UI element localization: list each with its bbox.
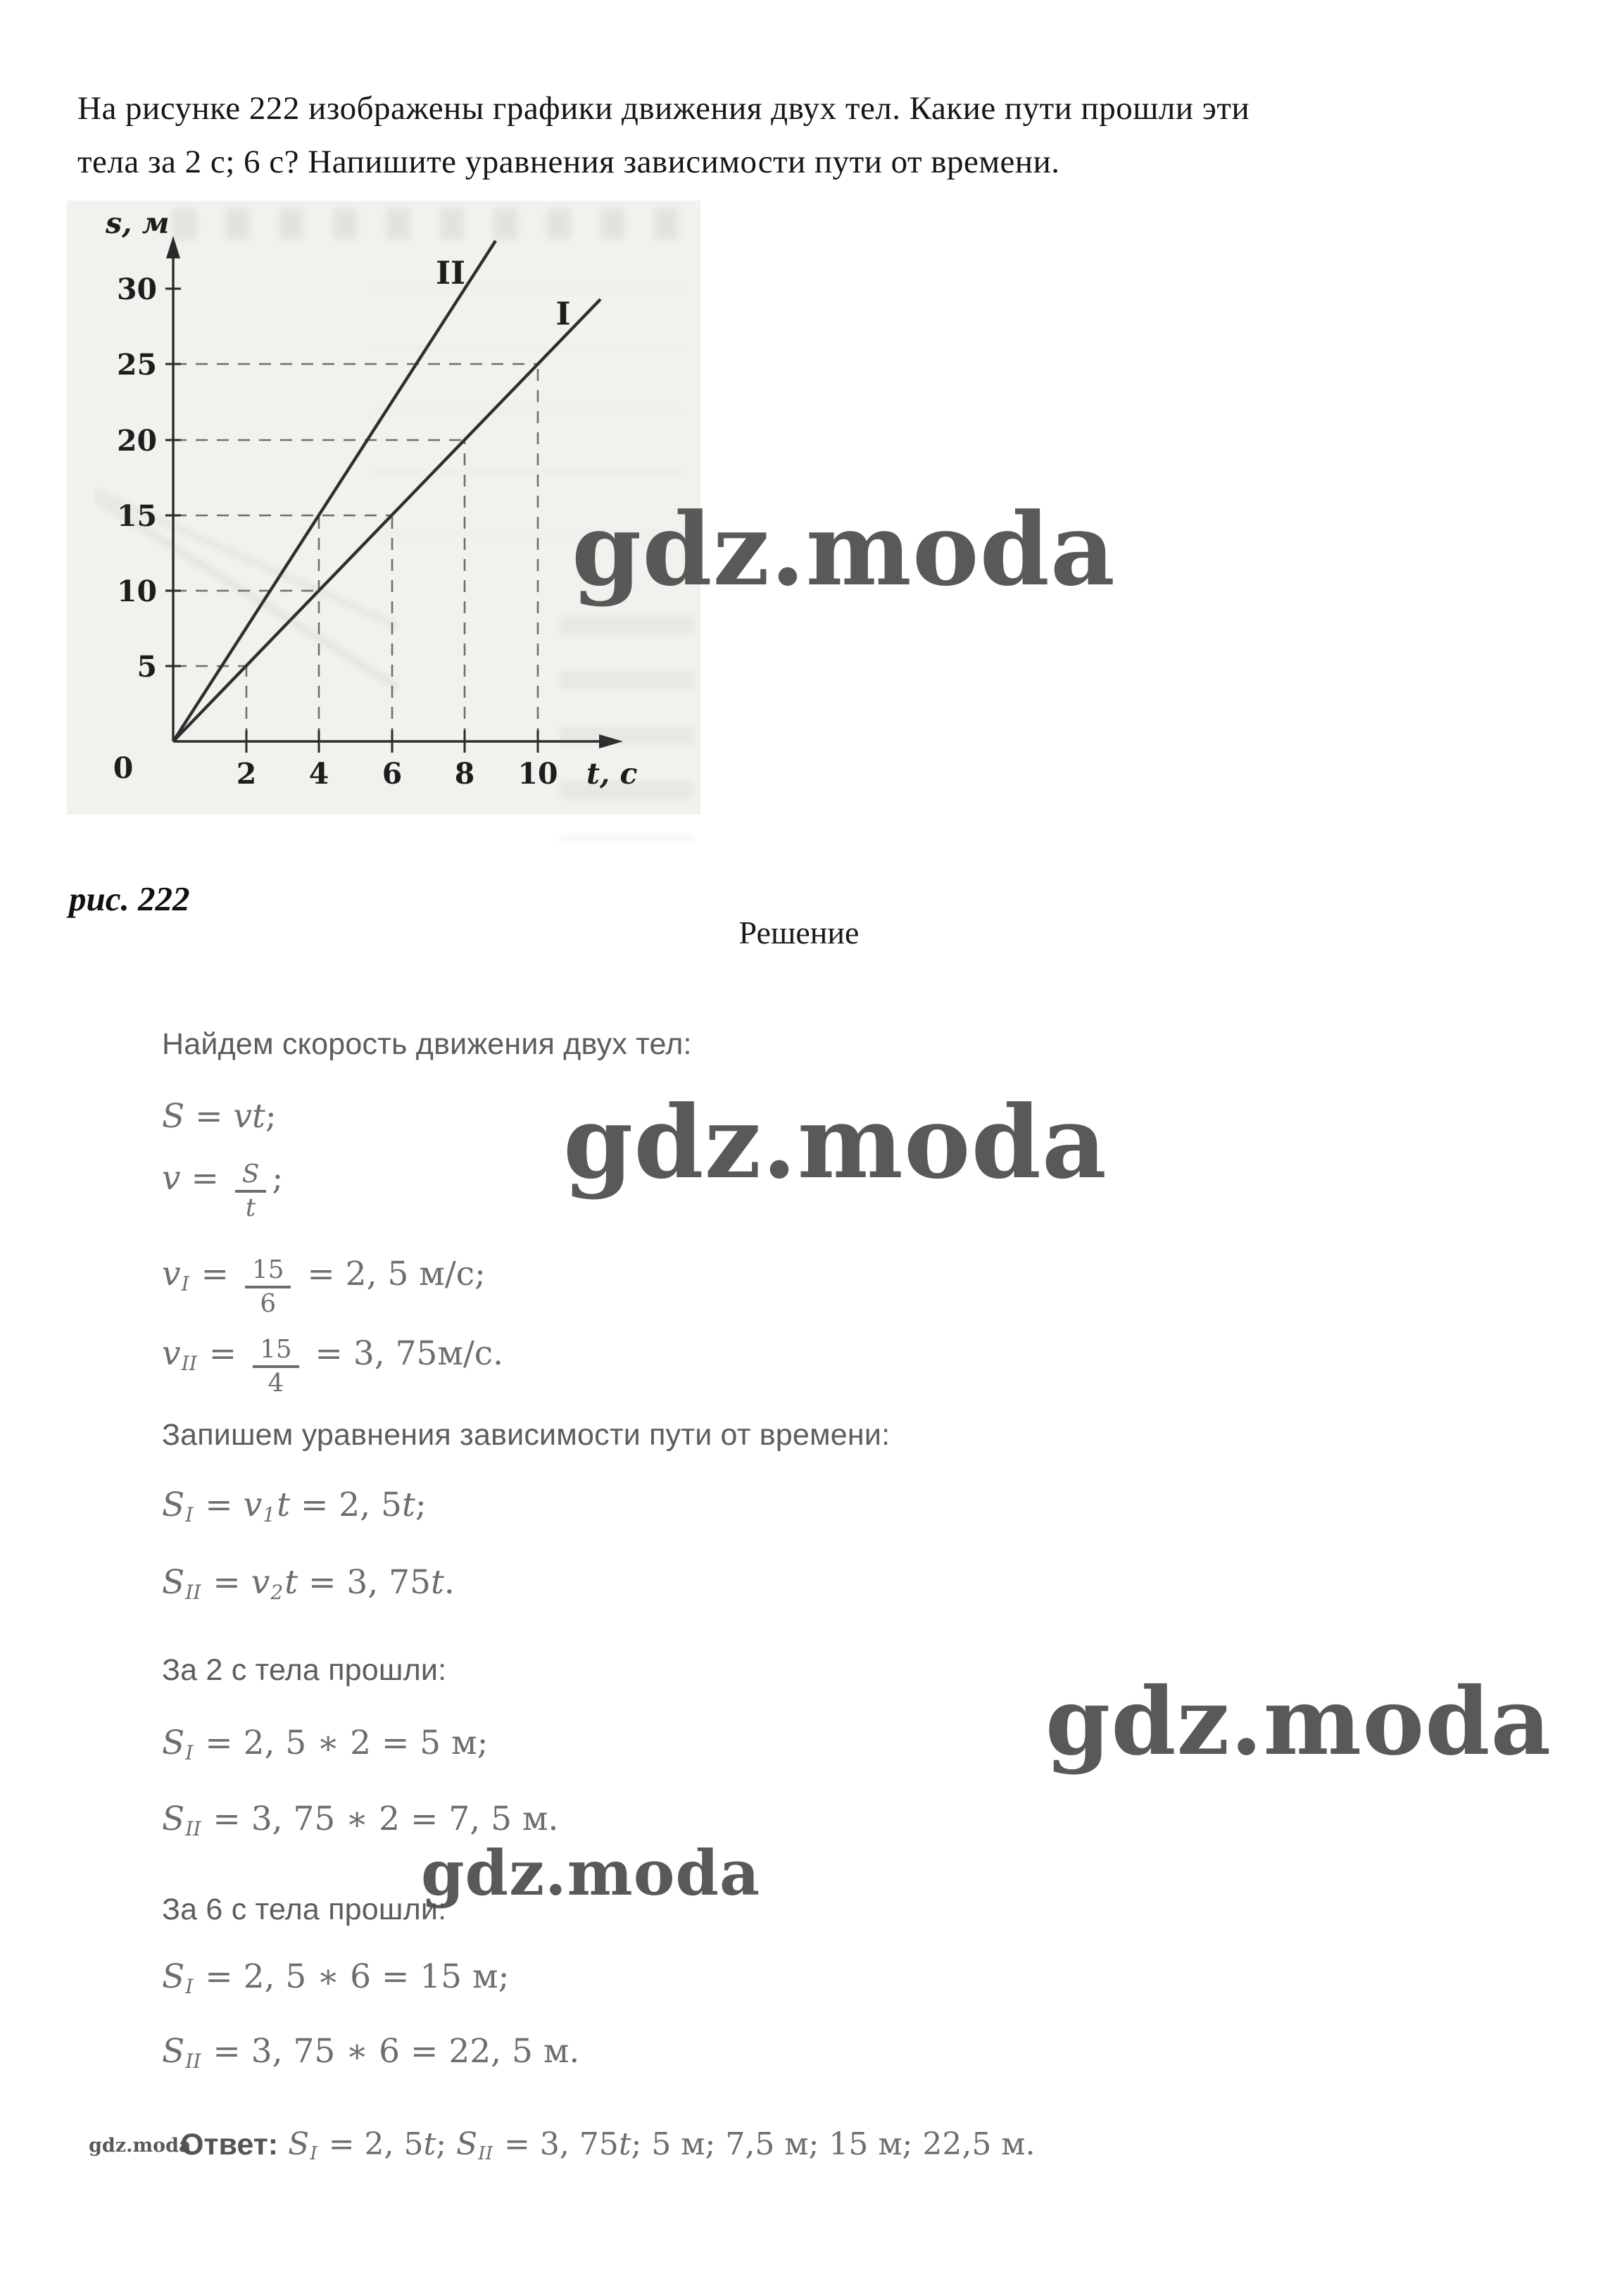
x-tick-10: 10 [517,757,558,791]
formula-sI-6s: $S_I = 2$, 5 ∗ 6 = 15 м; [162,1957,510,1998]
problem-line-2: тела за 2 с; 6 с? Напишите уравнения зависимости пути от времени. [77,144,1060,181]
x-axis-title: t, c [586,757,638,791]
y-tick-25: 25 [116,348,157,382]
formula-sII-6s: $S_{II} = 3$, 75 ∗ 6 = 22, 5 м. [162,2032,580,2073]
line-I-label: I [555,295,571,332]
x-tick-2: 2 [236,757,257,791]
x-tick-6: 6 [382,757,403,791]
formula-v2: $v_{II}$ = $\frac{15}{4}$ = 3, 75м/с. [162,1334,504,1398]
answer-formula: $S_I = 2$, 5t; $S_{II} = 3$, 75t; 5 м; 7,5 м; 15 м; 22,5 м. [288,2126,1036,2165]
x-tick-8: 8 [454,757,475,791]
formula-sI-equation: $S_I = v_1t = 2$, 5t; [162,1486,427,1526]
origin-label: 0 [113,751,134,785]
problem-line-1: На рисунке 222 изображены графики движения двух тел. Какие пути прошли эти [77,90,1250,127]
x-tick-4: 4 [308,757,329,791]
step-heading-velocities: Найдем скорость движения двух тел: [162,1027,692,1061]
line-series-II [173,241,496,741]
watermark-small: gdz.moda [421,1836,761,1909]
dashed-vertical-guides [246,364,538,740]
problem-statement [77,82,1570,189]
formula-sII-2s: $S_{II} = 3$, 75 ∗ 2 = 7, 5 м. [162,1800,559,1840]
formula-s-equals-vt: S = vt; [162,1097,277,1136]
y-tick-10: 10 [116,575,157,608]
formula-v1: $v_I$ = $\frac{15}{6}$ = 2, 5 м/с; [162,1255,486,1318]
y-tick-20: 20 [116,424,157,458]
y-tick-30: 30 [116,272,157,306]
dashed-horizontal-guides [175,364,538,666]
watermark-tiny: gdz.moda [89,2135,191,2157]
solution-title: Решение [738,915,860,951]
formula-sI-2s: $S_I = 2$, 5 ∗ 2 = 5 м; [162,1724,489,1764]
line-series-I [173,299,600,741]
step-heading-equations: Запишем уравнения зависимости пути от времени: [162,1418,891,1452]
figure-caption: рис. 222 [69,879,190,918]
watermark-middle: gdz.moda [563,1084,1107,1201]
y-tick-15: 15 [116,499,157,533]
formula-v-equals-s-over-t: v = $\frac{S}{t}$ ; [162,1159,284,1222]
answer-label: Ответ: [180,2128,279,2162]
y-axis-title: s, м [106,206,170,240]
watermark-bottom-right: gdz.moda [1045,1667,1552,1776]
answer-row [180,2126,1036,2164]
formula-sII-equation: $S_{II} = v_2t = 3$, 75t. [162,1563,455,1604]
line-II-label: II [435,254,466,291]
y-tick-5: 5 [137,650,157,684]
step-heading-after-6s: За 6 с тела прошли: [162,1893,447,1926]
x-axis-arrow [599,734,623,748]
tick-marks [165,289,538,753]
watermark-graph: gdz.moda [572,491,1116,608]
axes [173,256,600,741]
step-heading-after-2s: За 2 с тела прошли: [162,1653,447,1687]
